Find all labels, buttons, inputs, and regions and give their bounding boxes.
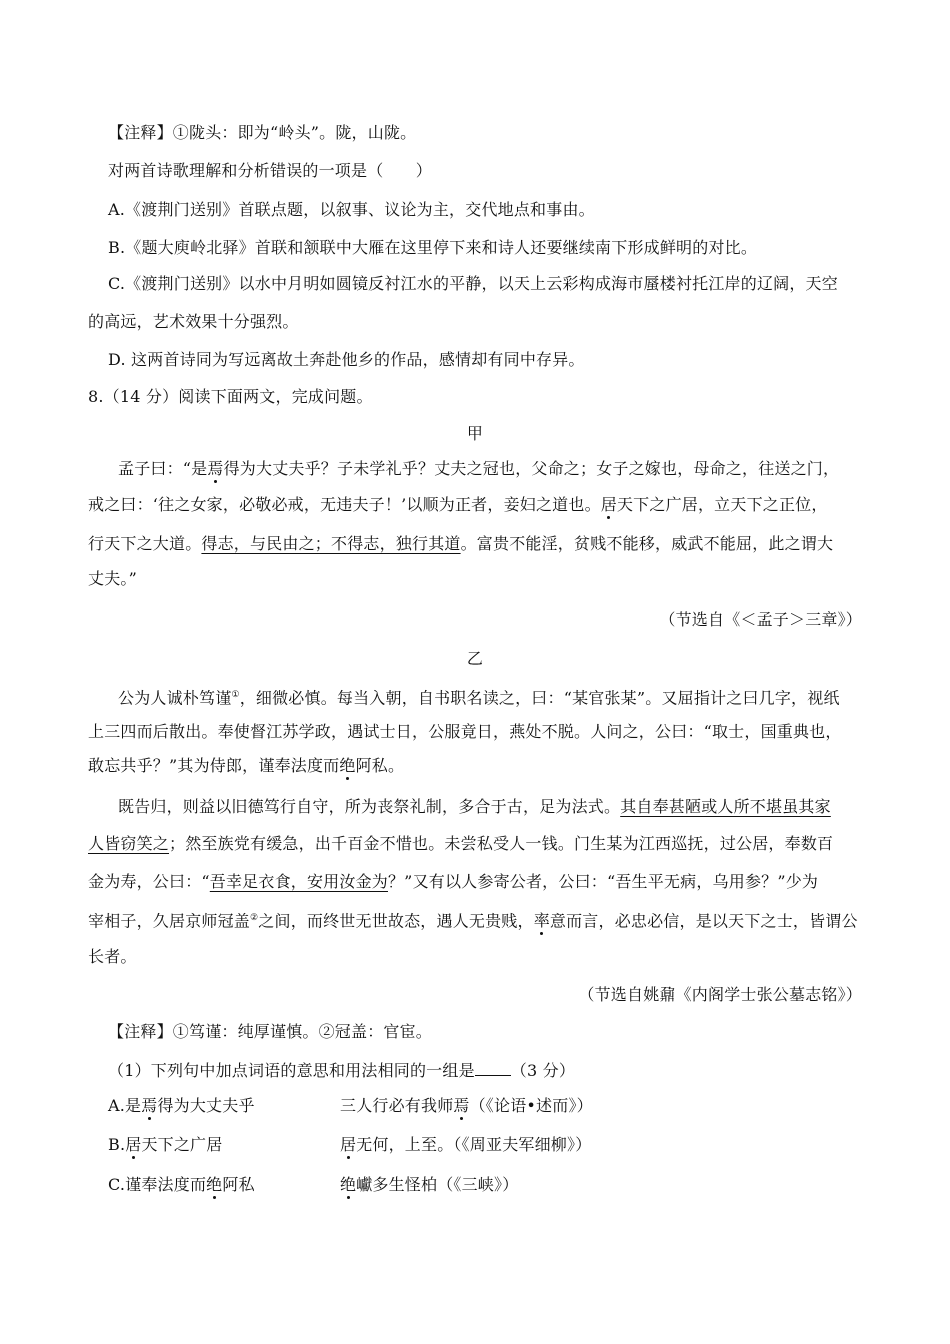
text-run: 。富贵不能淫，贫贱不能移，威武不能屈，此之谓大	[460, 534, 834, 553]
text-run: 之间，而终世无世故态，遇人无贵贱，	[258, 911, 534, 931]
text-run: 金为寿，公曰：“	[88, 872, 210, 891]
passage-yi-p2-line-2	[88, 833, 833, 855]
passage-yi-p1-line-3	[88, 755, 404, 777]
emphasis-dot-word: 居	[340, 1135, 357, 1154]
text-run: ？”又有以人参寄公者，公曰：“吾生平无病，乌用参？”少为	[387, 872, 819, 891]
text-run: 三人行必有我师	[340, 1096, 454, 1115]
option-c-line-2: 的高远，艺术效果十分强烈。	[88, 312, 299, 331]
text-run: 既告归，则益以旧德笃行自守，所为丧祭礼制，多合于古，足为法式。	[118, 797, 621, 816]
emphasis-dot-word: 绝	[340, 1175, 357, 1194]
annotation-note-1: 【注释】①陇头：即为“岭头”。陇，山陇。	[108, 123, 417, 142]
sub-question-1-stem	[108, 1059, 575, 1081]
text-run: 意而言，必忠必信，是以天下之士，皆谓公	[549, 911, 858, 931]
text-run: 阿私	[222, 1175, 255, 1194]
sub-option-a-left	[108, 1095, 255, 1117]
passage-jia-line-1	[118, 458, 839, 480]
emphasis-dot-word: 焉	[207, 459, 224, 478]
sub-option-b-right	[340, 1134, 591, 1156]
passage-jia-source: （节选自《＜孟子＞三章》）	[659, 610, 862, 629]
passage-yi-p2-line-1	[118, 796, 831, 818]
passage-jia-line-3	[88, 533, 833, 555]
underlined-sentence: 人皆窃笑之	[88, 834, 170, 853]
text-run: 天下之广居，立天下之正位，	[616, 495, 828, 514]
sub-option-c-right	[340, 1174, 518, 1196]
underlined-sentence: 吾幸足衣食，安用汝金为	[209, 872, 388, 891]
passage-yi-p2-line-4	[88, 907, 858, 929]
text-run: 宰相子，久居京师冠盖	[88, 911, 251, 931]
text-run: （1）下列句中加点词语的意思和用法相同的一组是	[108, 1061, 475, 1080]
option-a: A.《渡荆门送别》首联点题，以叙事、议论为主，交代地点和事由。	[108, 200, 595, 219]
sub-option-c-left	[108, 1174, 255, 1196]
passage-jia-line-4: 丈夫。”	[88, 569, 137, 588]
text-run: C.谨奉法度而	[108, 1175, 207, 1194]
text-run: （3 分）	[510, 1061, 576, 1080]
passage-yi-p2-line-3	[88, 871, 818, 893]
text-run: ；然至族党有缓急，出千百金不惜也。未尝私受人一钱。门生某为江西巡抚，过公居，奉数百	[169, 834, 834, 853]
text-run: 巘多生怪柏（《三峡》）	[356, 1175, 519, 1194]
emphasis-dot-word: 焉	[141, 1096, 158, 1115]
text-run: 得为大丈夫乎	[157, 1096, 255, 1115]
text-run: 天下之广居	[141, 1135, 223, 1154]
text-run: （《论语•述而》）	[469, 1096, 593, 1115]
text-run: 敢忘共乎？”其为侍郎，谨奉法度而	[88, 756, 340, 775]
sub-option-a-right	[340, 1095, 593, 1117]
question-8-heading: 8.（14 分）阅读下面两文，完成问题。	[88, 387, 373, 406]
passage-yi-source: （节选自姚鼐《内阁学士张公墓志铭》）	[578, 985, 862, 1004]
underlined-sentence: 得志，与民由之；不得志，独行其道	[201, 534, 461, 553]
emphasis-dot-word: 居	[125, 1135, 142, 1154]
text-run: 阿私。	[355, 756, 405, 775]
text-run: 无何，上至。（《周亚夫军细柳》）	[356, 1135, 592, 1154]
underlined-sentence: 其自奉甚陋或人所不堪虽其家	[620, 797, 831, 816]
option-c-line-1: C.《渡荆门送别》以水中月明如圆镜反衬江水的平静，以天上云彩构成海市蜃楼衬托江岸的辽阔，天空	[108, 274, 838, 293]
option-b: B.《题大庾岭北驿》首联和颔联中大雁在这里停下来和诗人还要继续南下形成鲜明的对比。	[108, 238, 758, 257]
text-run: 孟子曰：“是	[118, 459, 208, 478]
emphasis-dot-word: 率	[533, 911, 550, 931]
emphasis-dot-word: 居	[600, 495, 617, 514]
annotation-note-2: 【注释】①笃谨：纯厚谨慎。②冠盖：官宦。	[108, 1022, 433, 1041]
passage-yi-p2-line-5: 长者。	[88, 947, 137, 966]
text-run: B.	[108, 1135, 126, 1154]
question-7-stem: 对两首诗歌理解和分析错误的一项是（ ）	[108, 161, 433, 180]
text-run: ，细微必慎。每当入朝，自书职名读之，曰：“某官张某”。又屈指计之曰几字，视纸	[239, 688, 840, 708]
footnote-marker: ①	[231, 690, 240, 700]
passage-yi-title: 乙	[466, 649, 484, 668]
text-run: 行天下之大道。	[88, 534, 202, 553]
emphasis-dot-word: 绝	[206, 1175, 223, 1194]
footnote-marker: ②	[250, 913, 259, 923]
text-run: 戒之曰：‘往之女家，必敬必戒，无违夫子！’以顺为正者，妾妇之道也。	[88, 495, 601, 514]
emphasis-dot-word: 绝	[339, 756, 356, 775]
text-run: A.是	[108, 1096, 142, 1115]
emphasis-dot-word: 焉	[453, 1096, 470, 1115]
passage-yi-p1-line-1	[118, 684, 840, 706]
text-run: 公为人诚朴笃谨	[118, 688, 232, 708]
sub-option-b-left	[108, 1134, 222, 1156]
option-d: D. 这两首诗同为写远离故土奔赴他乡的作品，感情却有同中存异。	[108, 350, 585, 369]
passage-jia-line-2	[88, 494, 828, 516]
text-run: 得为大丈夫乎？子未学礼乎？丈夫之冠也，父命之；女子之嫁也，母命之，往送之门，	[223, 459, 840, 478]
passage-yi-p1-line-2: 上三四而后散出。奉使督江苏学政，遇试士日，公服竟日，燕处不脱。人问之，公曰：“取士，国重典也，	[88, 722, 842, 741]
answer-blank[interactable]	[475, 1059, 511, 1076]
passage-jia-title: 甲	[466, 424, 484, 443]
